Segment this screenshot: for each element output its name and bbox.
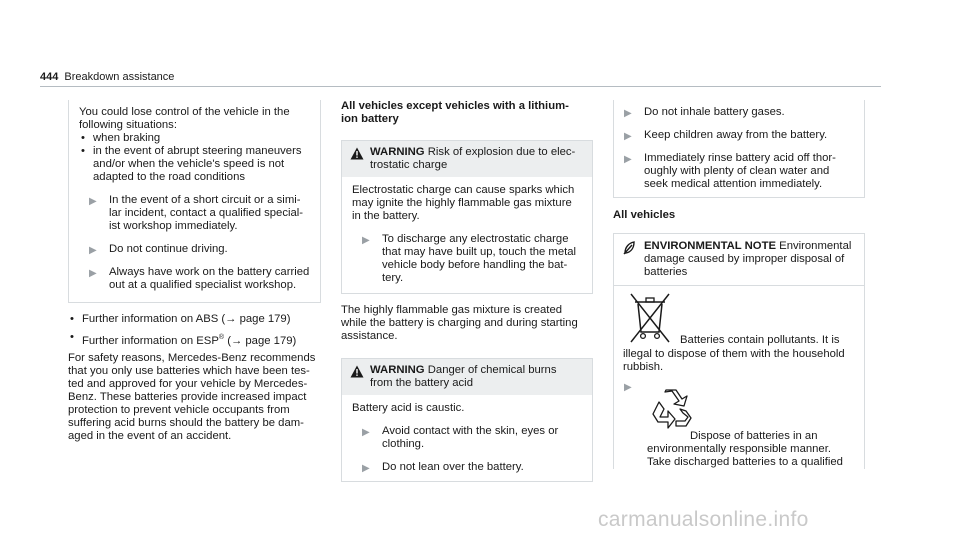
step-item: ▶ Avoid contact with the skin, eyes or clothing. bbox=[362, 425, 559, 450]
gas-paragraph: The highly flammable gas mixture is created while the battery is charging and during starting assistance. bbox=[341, 304, 578, 342]
arrow-right-icon: ▶ bbox=[362, 235, 370, 246]
intro-text: You could lose control of the vehicle in the following situations: bbox=[79, 106, 290, 131]
column-3 bbox=[613, 100, 865, 469]
step-item: ▶ Do not lean over the battery. bbox=[362, 461, 524, 474]
section-title: Breakdown assistance bbox=[64, 71, 175, 83]
arrow-right-icon: ▶ bbox=[89, 245, 97, 256]
step-item: ▶ In the event of a short circuit or a simi- lar incident, contact a qualified special- ist workshop immediately. bbox=[89, 194, 304, 232]
warning-continuation-box bbox=[68, 100, 321, 303]
step-item: ▶ Always have work on the battery carried out at a qualified specialist workshop. bbox=[89, 266, 310, 291]
step-item: ▶ Immediately rinse battery acid off thor- oughly with plenty of clean water and seek medical attention immediately. bbox=[624, 152, 836, 190]
arrow-right-icon: ▶ bbox=[624, 108, 632, 119]
arrow-right-icon: ▶ bbox=[89, 268, 97, 279]
warning-body: Electrostatic charge can cause sparks which may ignite the highly flammable gas mixture in the battery. bbox=[352, 184, 575, 222]
warning-box-acid bbox=[341, 358, 593, 482]
arrow-right-icon: ▶ bbox=[624, 131, 632, 142]
environmental-note-header: ENVIRONMENTAL NOTE Environmental damage caused by improper disposal of batteries bbox=[614, 234, 864, 285]
watermark-text: carmanualsonline.info bbox=[598, 508, 809, 531]
column-2 bbox=[341, 100, 593, 482]
header-rule bbox=[40, 86, 881, 87]
warning-triangle-icon bbox=[350, 147, 364, 160]
environmental-body: illegal to dispose of them with the household rubbish. bbox=[623, 348, 845, 373]
recycle-icon bbox=[650, 388, 694, 430]
environment-icon bbox=[623, 241, 636, 255]
column-1 bbox=[68, 100, 321, 443]
step-item: ▶ To discharge any electrostatic charge that may have built up, touch the metal vehicle body before handling the bat- tery. bbox=[362, 233, 577, 284]
warning-body: Battery acid is caustic. bbox=[352, 402, 465, 414]
safety-paragraph: For safety reasons, Mercedes-Benz recommends that you only use batteries which have been tes- ted and approved for your vehicle by Mercedes- Benz. These batteries provide increased impact protection to prevent vehicle occupants from suffering acid burns should the battery be dam- aged in the event of an accident. bbox=[68, 351, 316, 442]
list-item: • when braking bbox=[79, 132, 312, 145]
warning-header: WARNING Danger of chemical burns from the battery acid bbox=[342, 359, 592, 395]
warning-continuation-box bbox=[613, 100, 865, 198]
step-item: ▶ Keep children away from the battery. bbox=[624, 129, 828, 142]
warning-box-explosion bbox=[341, 140, 593, 294]
crossed-bin-icon bbox=[627, 292, 673, 344]
further-info-esp[interactable]: • Further information on ESP® (→ page 179) bbox=[68, 331, 321, 348]
arrow-right-icon: ▶ bbox=[362, 427, 370, 438]
list-item: • in the event of abrupt steering maneuvers and/or when the vehicle's speed is not adapted to the road conditions bbox=[79, 145, 312, 184]
arrow-right-icon: ▶ bbox=[89, 196, 97, 207]
section-heading: All vehicles except vehicles with a lithium- ion battery bbox=[341, 100, 569, 125]
page-header bbox=[40, 71, 174, 83]
warning-triangle-icon bbox=[350, 365, 364, 378]
step-item: ▶ Dispose of batteries in an environmentally responsible manner. bbox=[624, 382, 831, 455]
step-item: ▶ Do not inhale battery gases. bbox=[624, 106, 785, 119]
further-info-abs[interactable]: • Further information on ABS (→ page 179) bbox=[68, 313, 321, 326]
arrow-right-icon: ▶ bbox=[362, 463, 370, 474]
section-heading: All vehicles bbox=[613, 209, 676, 221]
arrow-right-icon: ▶ bbox=[624, 382, 632, 393]
page-number: 444 bbox=[40, 71, 59, 83]
warning-header: WARNING Risk of explosion due to elec- trostatic charge bbox=[342, 141, 592, 177]
step-item: ▶ Do not continue driving. bbox=[89, 243, 228, 256]
environmental-note-box: ENVIRONMENTAL NOTE Environmental damage caused by improper disposal of batteries Batteries contain pollutants. It is illegal to dispose of them with the household rubbish. ▶ Dispose of batteries in an environmentally responsible manner. Take discharged batteries to a qualified bbox=[613, 233, 865, 469]
arrow-right-icon: ▶ bbox=[624, 154, 632, 165]
